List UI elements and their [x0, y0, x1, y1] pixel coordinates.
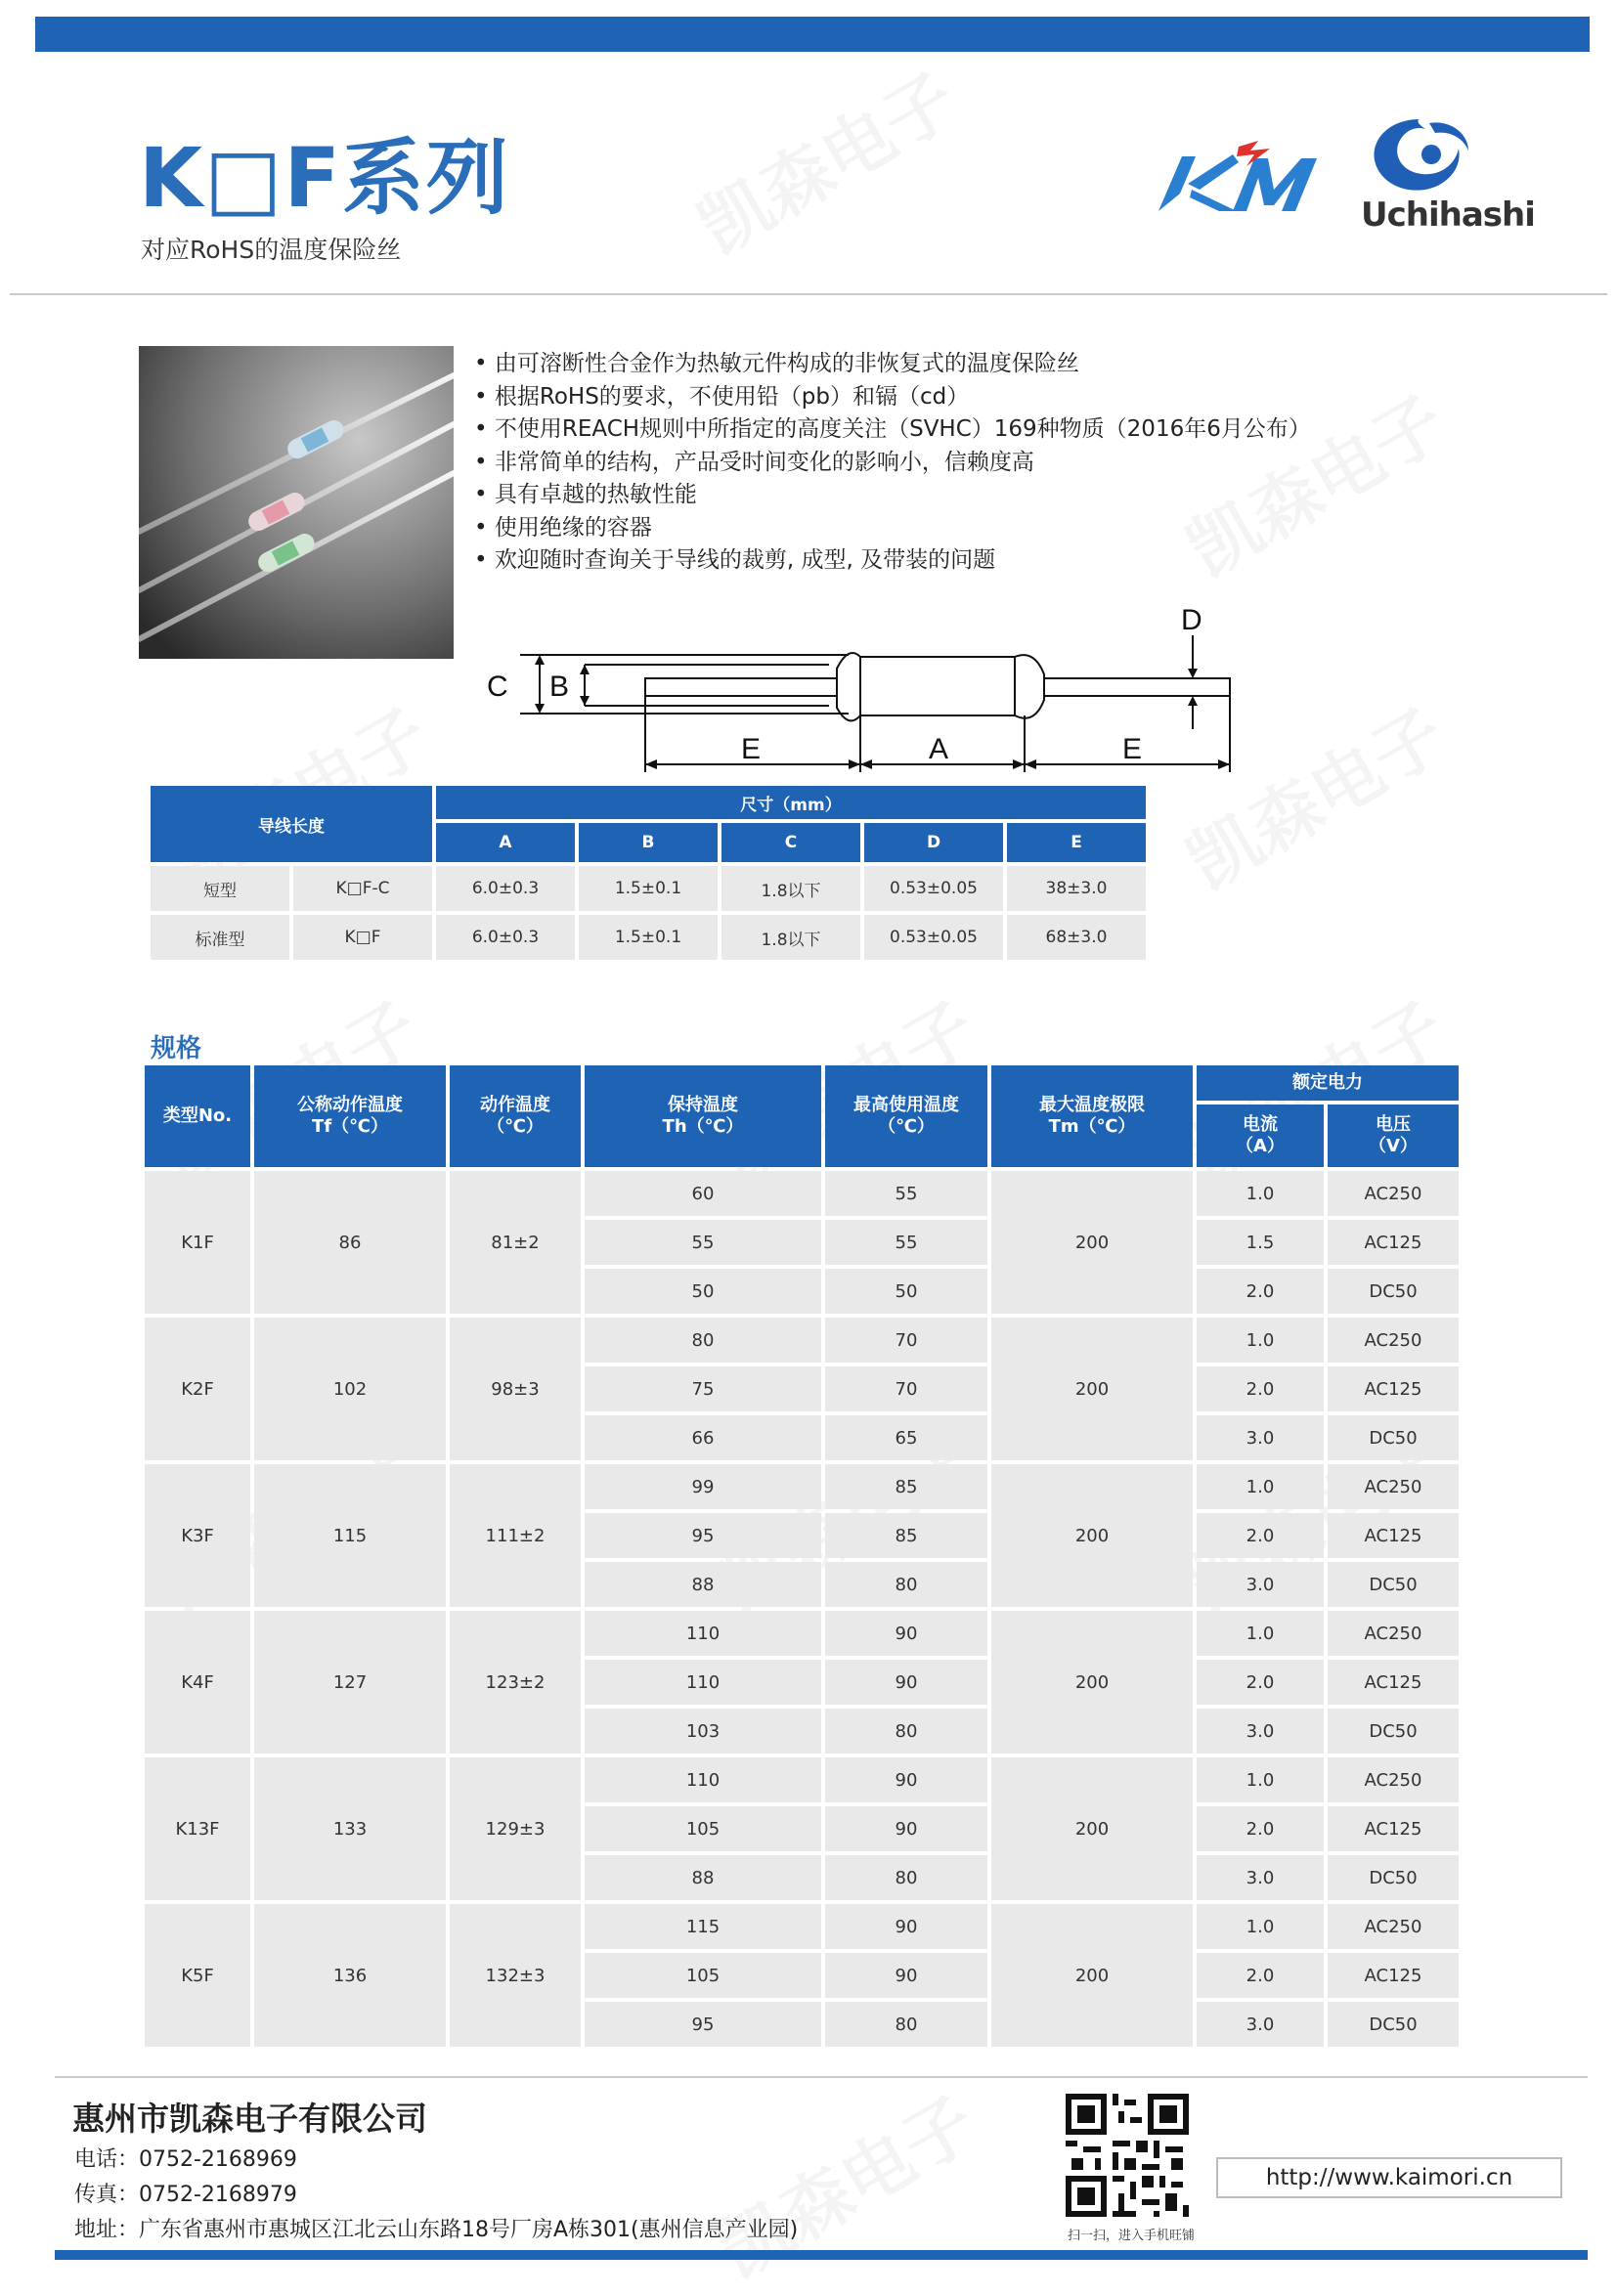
- spec-table: [141, 1061, 1463, 2051]
- feature-item: • 具有卓越的热敏性能: [474, 479, 1311, 512]
- table-cell: 2.0: [1197, 1513, 1324, 1558]
- type-header: 类型No.: [145, 1065, 250, 1167]
- table-cell: DC50: [1328, 1855, 1459, 1900]
- dimension-diagram: [477, 606, 1259, 786]
- phone-text: 电话：0752-2168969: [74, 2147, 297, 2172]
- table-cell: 80: [585, 1318, 821, 1363]
- rated-power-header: 额定电力: [1197, 1065, 1459, 1101]
- feature-list: [474, 348, 1311, 578]
- table-cell: 95: [585, 2002, 821, 2047]
- table-cell: AC250: [1328, 1757, 1459, 1802]
- table-row: [151, 866, 1146, 911]
- table-cell: K13F: [145, 1757, 250, 1900]
- table-cell: 1.0: [1197, 1464, 1324, 1509]
- uchihashi-logo-text: Uchihashi: [1361, 195, 1535, 235]
- table-cell: 3.0: [1197, 1415, 1324, 1460]
- table-cell: K3F: [145, 1464, 250, 1607]
- table-cell: 102: [254, 1318, 446, 1460]
- table-cell: 95: [585, 1513, 821, 1558]
- table-cell: 80: [825, 1855, 987, 1900]
- table-cell: 65: [825, 1415, 987, 1460]
- table-cell: 98±3: [450, 1318, 581, 1460]
- table-cell: 1.8以下: [721, 866, 860, 911]
- feature-item: • 不使用REACH规则中所指定的高度关注（SVHC）169种物质（2016年6月公布）: [474, 413, 1311, 447]
- table-cell: 3.0: [1197, 2002, 1324, 2047]
- table-cell: 136: [254, 1904, 446, 2047]
- table-cell: 1.5±0.1: [579, 915, 718, 960]
- table-cell: 3.0: [1197, 1562, 1324, 1607]
- table-cell: 70: [825, 1318, 987, 1363]
- table-cell: 6.0±0.3: [436, 866, 575, 911]
- table-cell: AC125: [1328, 1806, 1459, 1851]
- website-link[interactable]: http://www.kaimori.cn: [1216, 2157, 1562, 2198]
- diagram-label-a: A: [929, 733, 949, 765]
- table-cell: 111±2: [450, 1464, 581, 1607]
- table-cell: DC50: [1328, 1562, 1459, 1607]
- footer-divider: [55, 2076, 1588, 2078]
- qr-caption: 扫一扫，进入手机旺铺: [1067, 2229, 1195, 2243]
- table-cell: 标准型: [151, 915, 289, 960]
- table-cell: K1F: [145, 1171, 250, 1314]
- table-row: [145, 1904, 1459, 1949]
- table-cell: 86: [254, 1171, 446, 1314]
- table-cell: 2.0: [1197, 1269, 1324, 1314]
- table-cell: 38±3.0: [1007, 866, 1146, 911]
- table-cell: K4F: [145, 1611, 250, 1754]
- table-cell: 80: [825, 1709, 987, 1754]
- table-cell: 短型: [151, 866, 289, 911]
- table-cell: DC50: [1328, 1415, 1459, 1460]
- address-text: 地址：广东省惠州市惠城区江北云山东路18号厂房A栋301(惠州信息产业园): [74, 2218, 799, 2242]
- table-row: [145, 1318, 1459, 1363]
- table-cell: 2.0: [1197, 1806, 1324, 1851]
- table-row: [145, 1171, 1459, 1216]
- table-cell: 103: [585, 1709, 821, 1754]
- diagram-label-c: C: [487, 671, 508, 703]
- table-cell: 200: [991, 1611, 1193, 1754]
- table-cell: 123±2: [450, 1611, 581, 1754]
- th-header: 保持温度 Th（℃）: [585, 1065, 821, 1167]
- diagram-label-d: D: [1181, 606, 1202, 636]
- diagram-label-e-left: E: [741, 733, 762, 765]
- max-use-header: 最高使用温度 （℃）: [825, 1065, 987, 1167]
- table-cell: 133: [254, 1757, 446, 1900]
- table-cell: AC125: [1328, 1366, 1459, 1411]
- table-cell: 110: [585, 1611, 821, 1656]
- table-cell: 55: [585, 1220, 821, 1265]
- table-cell: 68±3.0: [1007, 915, 1146, 960]
- table-cell: 1.0: [1197, 1757, 1324, 1802]
- feature-item: • 非常简单的结构，产品受时间变化的影响小，信赖度高: [474, 447, 1311, 480]
- column-header: E: [1007, 823, 1146, 862]
- table-cell: 90: [825, 1757, 987, 1802]
- table-cell: 200: [991, 1318, 1193, 1460]
- table-cell: 90: [825, 1611, 987, 1656]
- column-header: D: [864, 823, 1003, 862]
- table-cell: 129±3: [450, 1757, 581, 1900]
- km-logo-icon: [1149, 137, 1344, 219]
- uchihashi-swirl-icon: [1361, 115, 1478, 201]
- table-cell: 90: [825, 1953, 987, 1998]
- table-cell: K2F: [145, 1318, 250, 1460]
- feature-item: • 由可溶断性合金作为热敏元件构成的非恢复式的温度保险丝: [474, 348, 1311, 381]
- table-cell: 85: [825, 1513, 987, 1558]
- table-cell: 200: [991, 1464, 1193, 1607]
- table-cell: 3.0: [1197, 1855, 1324, 1900]
- table-cell: AC250: [1328, 1171, 1459, 1216]
- table-cell: DC50: [1328, 2002, 1459, 2047]
- table-cell: 200: [991, 1757, 1193, 1900]
- page-subtitle: 对应RoHS的温度保险丝: [141, 236, 402, 264]
- table-cell: 2.0: [1197, 1366, 1324, 1411]
- table-cell: AC125: [1328, 1953, 1459, 1998]
- table-cell: 2.0: [1197, 1660, 1324, 1705]
- op-temp-header: 动作温度 （℃）: [450, 1065, 581, 1167]
- table-cell: 90: [825, 1904, 987, 1949]
- table-row: [145, 1757, 1459, 1802]
- table-cell: AC125: [1328, 1513, 1459, 1558]
- table-cell: 2.0: [1197, 1953, 1324, 1998]
- table-cell: 105: [585, 1806, 821, 1851]
- current-header: 电流 （A）: [1197, 1105, 1324, 1167]
- table-cell: 90: [825, 1660, 987, 1705]
- watermark: [677, 44, 972, 273]
- table-cell: 115: [585, 1904, 821, 1949]
- qr-code-icon: [1066, 2094, 1189, 2217]
- top-accent-bar: [35, 17, 1590, 52]
- table-cell: 50: [825, 1269, 987, 1314]
- table-cell: 55: [825, 1171, 987, 1216]
- table-cell: 85: [825, 1464, 987, 1509]
- table-cell: AC250: [1328, 1611, 1459, 1656]
- table-cell: 99: [585, 1464, 821, 1509]
- header-divider: [10, 293, 1607, 295]
- table-cell: 0.53±0.05: [864, 866, 1003, 911]
- diagram-label-b: B: [549, 671, 570, 703]
- table-cell: 115: [254, 1464, 446, 1607]
- table-cell: K□F-C: [293, 866, 432, 911]
- table-cell: 80: [825, 2002, 987, 2047]
- table-cell: 81±2: [450, 1171, 581, 1314]
- table-cell: K□F: [293, 915, 432, 960]
- table-cell: 6.0±0.3: [436, 915, 575, 960]
- fax-text: 传真：0752-2168979: [74, 2183, 297, 2207]
- table-cell: 66: [585, 1415, 821, 1460]
- watermark: [697, 2067, 991, 2296]
- table-cell: AC125: [1328, 1220, 1459, 1265]
- table-cell: AC125: [1328, 1660, 1459, 1705]
- feature-item: • 欢迎随时查询关于导线的裁剪, 成型, 及带装的问题: [474, 544, 1311, 578]
- table-cell: 1.8以下: [721, 915, 860, 960]
- lead-length-header: 导线长度: [151, 786, 432, 862]
- bottom-accent-bar: [55, 2250, 1588, 2260]
- table-cell: 132±3: [450, 1904, 581, 2047]
- page-title: K□F系列: [139, 130, 510, 226]
- product-photo: [139, 346, 454, 659]
- table-cell: 1.0: [1197, 1318, 1324, 1363]
- table-cell: 105: [585, 1953, 821, 1998]
- column-header: A: [436, 823, 575, 862]
- table-cell: AC250: [1328, 1318, 1459, 1363]
- table-cell: 1.0: [1197, 1171, 1324, 1216]
- table-cell: 3.0: [1197, 1709, 1324, 1754]
- column-header: C: [721, 823, 860, 862]
- table-cell: K5F: [145, 1904, 250, 2047]
- table-cell: 55: [825, 1220, 987, 1265]
- table-cell: 75: [585, 1366, 821, 1411]
- table-cell: 1.5: [1197, 1220, 1324, 1265]
- table-cell: AC250: [1328, 1904, 1459, 1949]
- table-row: [145, 1611, 1459, 1656]
- table-cell: 50: [585, 1269, 821, 1314]
- table-cell: DC50: [1328, 1709, 1459, 1754]
- table-cell: 110: [585, 1660, 821, 1705]
- table-cell: 200: [991, 1171, 1193, 1314]
- table-cell: 0.53±0.05: [864, 915, 1003, 960]
- table-cell: 60: [585, 1171, 821, 1216]
- table-cell: 1.0: [1197, 1611, 1324, 1656]
- table-cell: 88: [585, 1855, 821, 1900]
- feature-item: • 使用绝缘的容器: [474, 512, 1311, 545]
- table-cell: 80: [825, 1562, 987, 1607]
- voltage-header: 电压 （V）: [1328, 1105, 1459, 1167]
- tm-header: 最大温度极限 Tm（℃）: [991, 1065, 1193, 1167]
- company-name: 惠州市凯森电子有限公司: [72, 2100, 427, 2138]
- size-header: 尺寸（mm）: [436, 786, 1146, 819]
- table-cell: 90: [825, 1806, 987, 1851]
- table-cell: 1.5±0.1: [579, 866, 718, 911]
- tf-header: 公称动作温度 Tf（℃）: [254, 1065, 446, 1167]
- column-header: B: [579, 823, 718, 862]
- diagram-label-e-right: E: [1122, 733, 1143, 765]
- table-cell: 88: [585, 1562, 821, 1607]
- feature-item: • 根据RoHS的要求，不使用铅（pb）和镉（cd）: [474, 381, 1311, 414]
- dimension-table: [147, 782, 1150, 964]
- table-cell: 110: [585, 1757, 821, 1802]
- table-row: [151, 915, 1146, 960]
- table-cell: 70: [825, 1366, 987, 1411]
- table-row: [145, 1464, 1459, 1509]
- table-cell: 127: [254, 1611, 446, 1754]
- table-cell: 200: [991, 1904, 1193, 2047]
- table-cell: DC50: [1328, 1269, 1459, 1314]
- spec-section-title: 规格: [151, 1034, 202, 1063]
- table-cell: 1.0: [1197, 1904, 1324, 1949]
- table-cell: AC250: [1328, 1464, 1459, 1509]
